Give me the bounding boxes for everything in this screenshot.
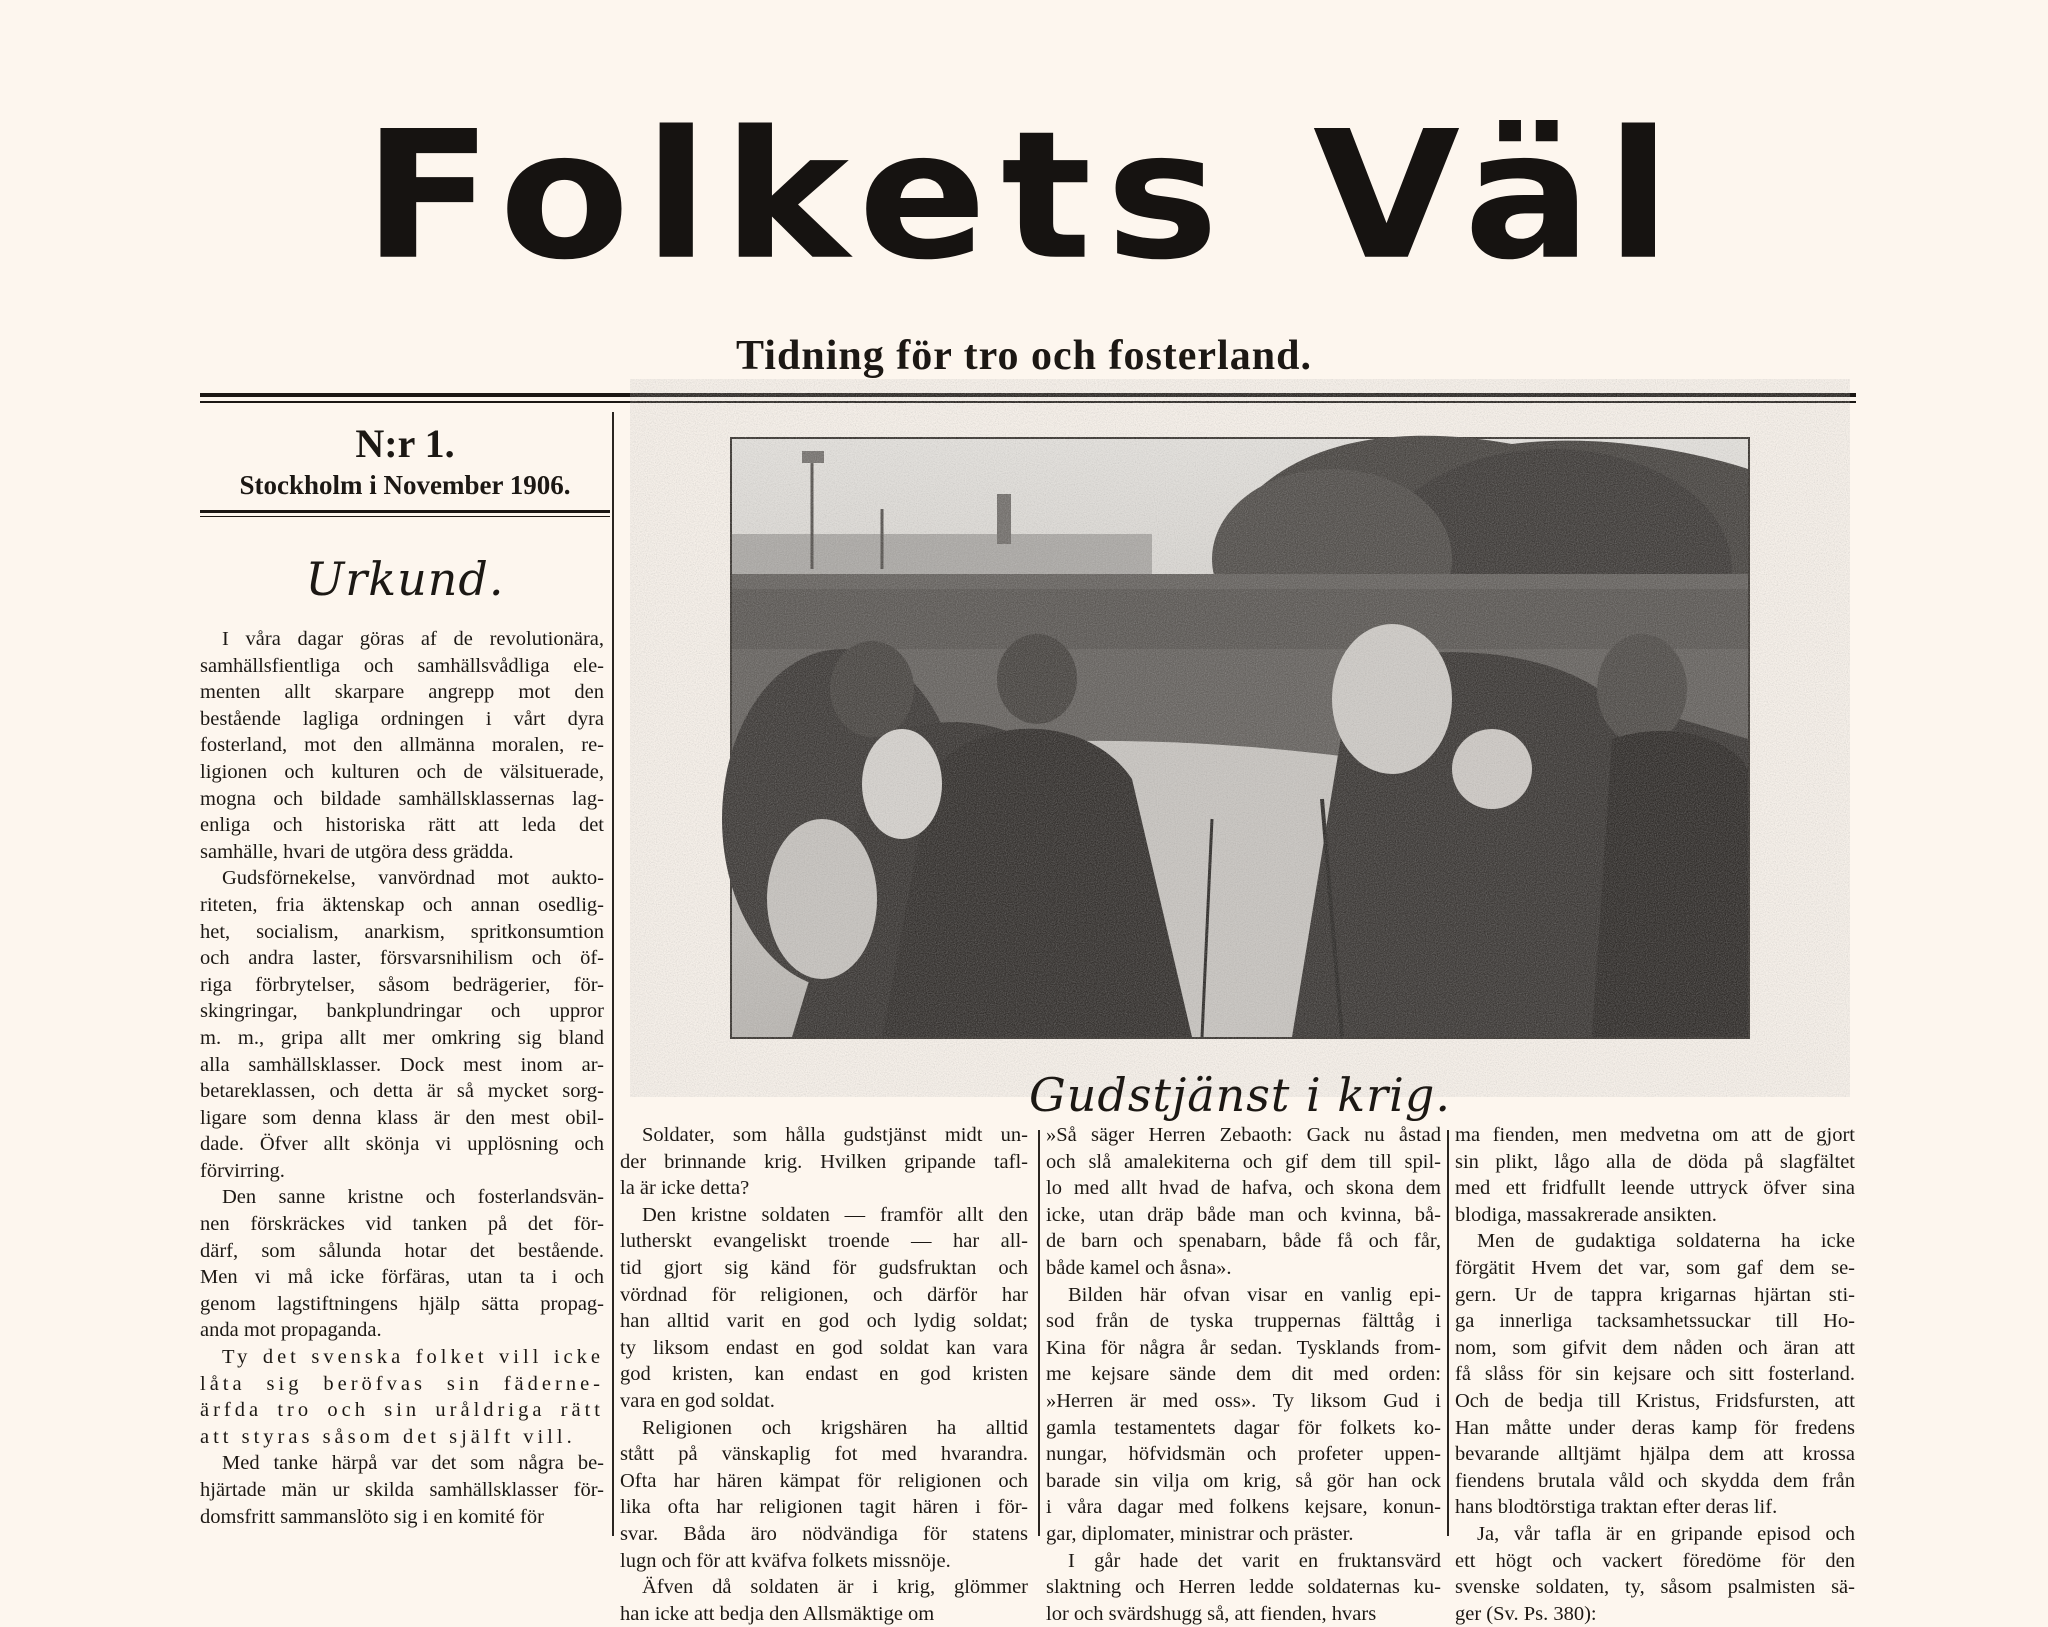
article-gudstjanst-col1 [620, 1122, 1028, 1625]
issue-dateline: Stockholm i November 1906. [239, 470, 571, 500]
text-line: han alltid varit en god och lydig soldat; [620, 1310, 1028, 1333]
article-gudstjanst-col2 [1046, 1122, 1441, 1625]
photo-scene [732, 439, 1748, 1037]
text-line: enliga och historiska rätt att leda det [200, 814, 604, 837]
text-line: hans blodtörstiga traktan efter deras lif. [1455, 1496, 1778, 1519]
text-line: mogna och bildade samhällsklassernas lag- [200, 787, 604, 810]
text-line: »Herren är med oss». Ty liksom Gud i [1046, 1389, 1441, 1412]
text-line: nungar, höfvidsmän och profeter uppen- [1046, 1443, 1441, 1466]
text-line: lor och svärdshugg så, att fienden, hvars [1046, 1602, 1377, 1625]
text-line: och andra laster, försvarsnihilism och öf- [200, 947, 604, 970]
text-line: Och de bedja till Kristus, Fridsfursten, att [1455, 1389, 1855, 1412]
article-urkund-body [200, 626, 604, 1536]
text-line: fosterland, mot den allmänna moralen, re- [200, 734, 604, 757]
dateline-rule [200, 510, 610, 513]
text-line: alla samhällsklasser. Dock mest inom ar- [200, 1053, 604, 1076]
text-line: Han måtte under deras kamp för fredens [1455, 1416, 1855, 1439]
article-title-gudstjanst: Gudstjänst i krig. [1029, 1068, 1451, 1122]
text-line: ma fienden, men medvetna om att de gjort [1455, 1124, 1855, 1146]
column-divider-left [612, 412, 614, 1536]
text-line: menten allt skarpare angrepp mot den [200, 681, 604, 704]
text-line: Med tanke härpå var det som några be- [222, 1452, 604, 1475]
text-line: han icke att bedja den Allsmäktige om [620, 1602, 935, 1625]
text-line: barade sin vilja om krig, så gör han ock [1046, 1469, 1441, 1492]
text-line: betareklassen, och detta är så mycket sorg- [200, 1080, 604, 1103]
text-line: lugn och för att kväfva folkets missnöje. [620, 1549, 951, 1572]
text-line: lika ofta har religionen tagit hären i för- [620, 1496, 1028, 1519]
text-line: blodiga, massakrerade ansikten. [1455, 1203, 1717, 1226]
text-line: få slåss för sin kejsare och sitt fosterland. [1455, 1363, 1855, 1386]
text-line: att styras såsom det själft vill. [200, 1425, 576, 1448]
text-line: ligare som denna klass är den mest obil- [200, 1106, 604, 1129]
text-line: bestående lagliga ordningen i vårt dyra [200, 707, 604, 730]
text-line: Men de gudaktiga soldaterna ha icke [1477, 1230, 1855, 1253]
header-rule-thick [200, 393, 1856, 397]
text-line: samhällsfientliga och samhällsvådliga ele- [200, 654, 604, 677]
text-line: i våra dagar med folkens kejsare, konun- [1046, 1496, 1441, 1519]
text-line: skingringar, bankplundringar och uppror [200, 1000, 604, 1023]
text-line: gern. Ur de tappra krigarnas hjärtan sti- [1455, 1283, 1855, 1306]
text-line: icke, utan dräp både man och kvinna, bå- [1046, 1203, 1441, 1226]
text-line: ligionen och kulturen och de välsituerade, [200, 760, 604, 783]
text-line: därf, som sålunda hotar det bestående. [200, 1239, 604, 1262]
text-line: svar. Båda äro nödvändiga för statens [620, 1522, 1028, 1545]
text-line: förgätit Hvem det var, som gaf dem se- [1455, 1256, 1855, 1279]
text-line: svenske soldaten, ty, såsom psalmisten sä- [1455, 1576, 1855, 1599]
text-line: Soldater, som hålla gudstjänst midt un- [642, 1124, 1028, 1146]
text-line: Kina för några år sedan. Tysklands from- [1046, 1336, 1441, 1359]
text-line: vördnad för religionen, och därför har [620, 1283, 1028, 1306]
text-line: I våra dagar göras af de revolutionära, [222, 628, 604, 650]
text-line: I går hade det varit en fruktansvärd [1068, 1549, 1441, 1572]
text-line: ty liksom endast en god soldat kan vara [620, 1336, 1028, 1359]
text-line: och slå amalekiterna och gif dem till spil- [1046, 1150, 1441, 1173]
text-line: Gudsförnekelse, vanvördnad mot aukto- [222, 867, 604, 890]
article-title-urkund: Urkund. [305, 552, 505, 606]
text-line: nen förskräckes vid tanken på det för- [200, 1213, 604, 1236]
text-line: gar, diplomater, ministrar och präster. [1046, 1522, 1354, 1545]
text-line: Ja, vår tafla är en gripande episod och [1477, 1522, 1855, 1545]
text-line: m. m., gripa allt mer omkring sig bland [200, 1026, 604, 1049]
text-line: la är icke detta? [620, 1177, 750, 1200]
text-line: anda mot propaganda. [200, 1319, 382, 1342]
newspaper-title: Folkets Väl [363, 93, 1685, 299]
text-line: genom lagstiftningens hjälp sätta propag- [200, 1292, 604, 1315]
text-line: Den sanne kristne och fosterlandsvän- [222, 1186, 604, 1209]
text-line: riga förbrytelser, såsom bedrägerier, för- [200, 973, 604, 996]
text-line: Ofta har hären kämpat för religionen och [620, 1469, 1028, 1492]
text-line: samhälle, hvari de utgöra dess grädda. [200, 840, 514, 863]
text-line: med ett fridfullt leende uttryck öfver sina [1455, 1177, 1855, 1200]
text-line: sod från de tyska truppernas fälttåg i [1046, 1310, 1441, 1333]
text-line: vara en god soldat. [620, 1389, 775, 1412]
text-line: Äfven då soldaten är i krig, glömmer [642, 1576, 1028, 1599]
article-gudstjanst-col3 [1455, 1122, 1855, 1625]
column-divider-mid [1038, 1130, 1040, 1536]
text-line: domsfritt sammanslöto sig i en komité för [200, 1505, 544, 1528]
text-line: hjärtade män ur skilda samhällsklasser för- [200, 1479, 604, 1501]
text-line: der brinnande krig. Hvilken gripande tafl- [620, 1150, 1028, 1173]
text-line: stått på vänskaplig fot med hvarandra. [620, 1443, 1028, 1466]
text-line: fiendens brutala våld och skydda dem från [1455, 1469, 1855, 1492]
text-line: riteten, fria äktenskap och annan osedlig- [200, 893, 604, 916]
text-line: »Så säger Herren Zebaoth: Gack nu åstad [1046, 1124, 1441, 1146]
text-line: både kamel och åsna». [1046, 1256, 1232, 1279]
text-line: slaktning och Herren ledde soldaternas ku- [1046, 1576, 1441, 1599]
text-line: låta sig beröfvas sin fäderne- [200, 1372, 604, 1395]
text-line: lutherskt evangeliskt troende — har all- [620, 1230, 1028, 1253]
text-line: Men vi må icke förfäras, utan ta i och [200, 1266, 604, 1289]
column-divider-right [1447, 1130, 1449, 1536]
text-line: god kristen, kan endast en god kristen [620, 1363, 1028, 1386]
text-line: tid gjort sig känd för gudsfruktan och [620, 1256, 1028, 1279]
issue-number: N:r 1. [355, 421, 455, 466]
text-line: Ty det svenska folket vill icke [222, 1346, 604, 1369]
text-line: Den kristne soldaten — framför allt den [642, 1203, 1028, 1226]
newspaper-subtitle: Tidning för tro och fosterland. [736, 333, 1312, 379]
text-line: bevarande alltjämt hjälpa dem att krossa [1455, 1443, 1855, 1466]
text-line: ger (Sv. Ps. 380): [1455, 1602, 1597, 1625]
text-line: het, socialism, anarkism, spritkonsumtion [200, 920, 604, 943]
text-line: dade. Öfver allt skönja vi upplösning och [200, 1133, 604, 1156]
text-line: de barn och spenabarn, både få och får, [1046, 1230, 1441, 1253]
text-line: förvirring. [200, 1159, 285, 1182]
header-rule-thin [200, 401, 1856, 403]
text-line: lo med allt hvad de hafva, och skona dem [1046, 1177, 1441, 1200]
dateline-rule-thin [200, 516, 610, 517]
text-line: ett högt och vackert föredöme för den [1455, 1549, 1855, 1572]
text-line: Bilden här ofvan visar en vanlig epi- [1068, 1283, 1441, 1306]
field-service-photo [730, 437, 1750, 1039]
text-line: Religionen och krigshären ha alltid [642, 1416, 1028, 1439]
text-line: me kejsare sände dem dit med orden: [1046, 1363, 1441, 1386]
text-line: ärfda tro och sin uråldriga rätt [200, 1399, 604, 1422]
text-line: sin plikt, lågo alla de döda på slagfältet [1455, 1150, 1855, 1173]
text-line: ga innerliga tacksamhetssuckar till Ho- [1455, 1310, 1855, 1333]
text-line: gamla testamentets dagar för folkets ko- [1046, 1416, 1441, 1439]
text-line: nom, som gifvit dem nåden och äran att [1455, 1336, 1855, 1359]
